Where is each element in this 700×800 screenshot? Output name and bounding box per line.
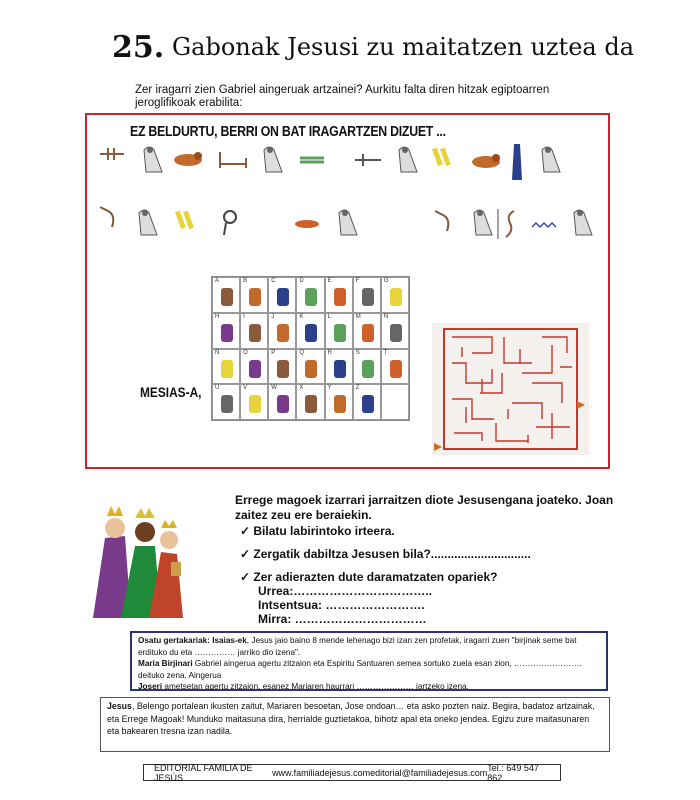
grid-cell — [353, 277, 381, 313]
bed-glyph-icon — [220, 152, 246, 168]
grid-cell — [296, 277, 324, 313]
page-title: Gabonak Jesusi zu maitatzen uztea da — [172, 33, 635, 61]
rope-glyph-icon — [300, 158, 324, 162]
vulture-glyph-icon — [139, 210, 157, 235]
grid-letter: D — [299, 278, 304, 284]
grid-cell — [381, 384, 409, 420]
vulture-glyph-icon — [144, 147, 162, 172]
gift-intsentsua[interactable]: Intsentsua: ……………………. — [258, 598, 425, 612]
grid-glyph-icon — [221, 288, 233, 306]
grid-glyph-icon — [305, 360, 317, 378]
grid-letter: N — [383, 313, 389, 320]
grid-letter: Q — [299, 349, 305, 356]
grid-cell — [296, 349, 324, 385]
grid-glyph-icon — [249, 288, 261, 306]
grid-glyph-icon — [221, 395, 233, 413]
grid-glyph-icon — [390, 288, 402, 306]
grid-glyph-icon — [221, 360, 233, 378]
isaias-name: Isaias-ek — [212, 636, 247, 645]
vulture-glyph-icon — [339, 210, 357, 235]
lion-glyph-icon — [472, 154, 500, 168]
hieroglyph-key-grid — [211, 276, 410, 421]
reeds-glyph-icon — [175, 211, 194, 230]
grid-letter: A — [215, 278, 220, 284]
grid-letter: P — [271, 349, 276, 356]
gift-mirra[interactable]: Mirra: …………………………… — [258, 612, 427, 626]
vulture-glyph-icon — [399, 147, 417, 172]
cloth-glyph-icon — [512, 144, 522, 180]
grid-glyph-icon — [249, 360, 261, 378]
grid-letter: T — [383, 349, 388, 356]
task-3: ✓ Zer adierazten dute daramatzaten opariek? — [240, 570, 498, 584]
footer-email[interactable]: editorial@familiadejesus.com — [370, 767, 488, 778]
facts-box — [130, 631, 608, 691]
grid-glyph-icon — [362, 288, 374, 306]
grid-letter: G — [383, 278, 389, 284]
maze-exit-arrow — [577, 401, 585, 409]
grid-letter: S — [355, 349, 360, 356]
angel-message: EZ BELDURTU, BERRI ON BAT IRAGARTZEN DIZUET ... — [130, 124, 446, 140]
grid-cell — [353, 313, 381, 349]
grid-glyph-icon — [277, 324, 289, 342]
grid-cell — [268, 277, 296, 313]
grid-cell — [353, 384, 381, 420]
grid-letter: O — [243, 349, 248, 356]
grid-cell — [296, 313, 324, 349]
task-1: ✓ Bilatu labirintoko irteera. — [240, 524, 395, 538]
grid-glyph-icon — [362, 324, 374, 342]
vulture-glyph-icon — [264, 147, 282, 172]
maze-drawing — [432, 323, 589, 455]
rope-coil-glyph-icon — [506, 211, 514, 237]
task-1-text: Bilatu labirintoko irteera. — [253, 524, 395, 538]
grid-cell — [212, 349, 240, 385]
kings-intro: Errege magoek izarrari jarraitzen diote Jesusengana joateko. Joan zaitez zeu ere beraiekin. — [235, 493, 614, 522]
vulture-glyph-icon — [542, 147, 560, 172]
grid-cell — [212, 277, 240, 313]
joseri-name: Joseri — [138, 682, 163, 691]
grid-glyph-icon — [305, 288, 317, 306]
lion-glyph-icon — [174, 152, 202, 166]
grid-glyph-icon — [334, 288, 346, 306]
grid-glyph-icon — [277, 288, 289, 306]
grid-glyph-icon — [390, 360, 402, 378]
hieroglyph-row-1 — [100, 142, 610, 182]
grid-letter: V — [243, 385, 248, 392]
facts-label: Osatu gertakariak: — [138, 636, 210, 645]
grid-glyph-icon — [334, 395, 346, 413]
hieroglyph-sequence-2 — [100, 205, 610, 245]
grid-cell — [268, 384, 296, 420]
maria-text: Gabriel aingerua agertu zitzaion eta Espiritu Santuaren semea sortuko zuela esan zion, ……………………. deituko zena. Aingerua — [138, 659, 582, 680]
grid-cell — [353, 349, 381, 385]
grid-letter: J — [271, 313, 275, 320]
grid-cell — [381, 349, 409, 385]
glyph-1 — [100, 148, 124, 160]
grid-cell — [381, 313, 409, 349]
grid-letter: I — [243, 313, 245, 320]
bolt-glyph-icon — [355, 154, 381, 166]
grid-glyph-icon — [277, 395, 289, 413]
task-3-text: Zer adierazten dute daramatzaten opariek? — [253, 570, 498, 584]
grid-cell — [381, 277, 409, 313]
maze[interactable] — [432, 323, 589, 455]
prayer-box — [100, 697, 610, 752]
grid-cell — [240, 277, 268, 313]
grid-letter: K — [299, 313, 304, 320]
three-kings-illustration — [85, 488, 185, 623]
snake-glyph-icon — [435, 211, 448, 231]
prayer-lead: Jesus — [107, 701, 132, 711]
joseri-text: ametsetan agertu zitzaion, esanez Mariaren haurrari ………………… jartzeko izena. — [162, 682, 469, 691]
grid-cell — [240, 349, 268, 385]
hieroglyph-sequence-1 — [100, 142, 610, 182]
grid-letter: Z — [355, 385, 360, 392]
footer-web[interactable]: www.familiadejesus.com — [272, 767, 371, 778]
grid-cell — [325, 277, 353, 313]
grid-cell — [212, 384, 240, 420]
grid-letter: X — [299, 385, 304, 392]
page-number: 25. — [112, 30, 165, 65]
grid-cell — [325, 313, 353, 349]
grid-cell — [268, 349, 296, 385]
snake-glyph-icon — [100, 207, 113, 227]
grid-glyph-icon — [277, 360, 289, 378]
footer-publisher: EDITORIAL FAMILIA DE JESÚS — [154, 762, 253, 783]
grid-letter: R — [327, 349, 332, 356]
grid-cell — [325, 384, 353, 420]
grid-letter: B — [243, 278, 248, 284]
grid-letter: E — [327, 278, 332, 284]
hieroglyph-row-2 — [100, 205, 610, 245]
grid-cell — [240, 384, 268, 420]
grid-glyph-icon — [334, 360, 346, 378]
grid-glyph-icon — [249, 324, 261, 342]
grid-glyph-icon — [221, 324, 233, 342]
grid-cell — [240, 313, 268, 349]
mouth-glyph-icon — [295, 220, 319, 228]
grid-letter: Ñ — [215, 349, 220, 356]
grid-cell — [296, 384, 324, 420]
maze-entry-arrow — [434, 443, 442, 451]
grid-cell — [268, 313, 296, 349]
grid-glyph-icon — [305, 395, 317, 413]
grid-letter: U — [215, 385, 220, 392]
rope-coil-glyph-icon — [224, 211, 236, 235]
reeds-glyph-icon — [432, 148, 451, 167]
grid-glyph-icon — [390, 324, 402, 342]
grid-cell — [325, 349, 353, 385]
task-2: ✓ Zergatik dabiltza Jesusen bila?.............................. — [240, 547, 531, 561]
grid-letter: H — [215, 313, 220, 320]
footer — [143, 764, 561, 781]
grid-glyph-icon — [362, 395, 374, 413]
vulture-glyph-icon — [474, 210, 492, 235]
grid-glyph-icon — [249, 395, 261, 413]
isaias-text: , Jesus jaio baino 8 mende lehenago bizi izan zen profetak, iragarri zuen "birjinak seme bat erdituko du eta …………… jarriko dio izena". — [138, 636, 577, 657]
grid-letter: W — [271, 385, 277, 392]
water-glyph-icon — [532, 223, 556, 227]
grid-cell — [212, 313, 240, 349]
grid-letter: C — [271, 278, 276, 284]
grid-letter: M — [355, 313, 361, 320]
intro-text: Zer iragarri zien Gabriel aingeruak artzainei? Aurkitu falta diren hitzak egiptoarren jeroglifikoak erabilita: — [135, 84, 550, 109]
grid-letter: L — [327, 313, 331, 320]
grid-glyph-icon — [334, 324, 346, 342]
grid-glyph-icon — [305, 324, 317, 342]
grid-letter: F — [355, 278, 360, 284]
grid-letter: Y — [327, 385, 332, 392]
maria-name: Maria Birjinari — [138, 659, 193, 668]
grid-glyph-icon — [362, 360, 374, 378]
task-2-text: Zergatik dabiltza Jesusen bila?.............................. — [253, 547, 531, 561]
vulture-glyph-icon — [574, 210, 592, 235]
answer-label: MESIAS-A, — [140, 384, 202, 400]
prayer-text: , Belengo portalean ikusten zaitut, Mariaren besoetan, Jose ondoan… eta asko pozten naiz. Begira, badatoz artzainak, eta Errege Magoak! Munduko maitasuna dira, herrialde guztietakoa, bihotz apal eta oneko jendea. Egizu zure maitasunaren eta bakearen tresna izan nadila. — [107, 701, 595, 736]
gift-urrea[interactable]: Urrea:…………………………….. — [258, 584, 433, 598]
footer-phone: Tel.: 649 547 862 — [487, 762, 539, 783]
